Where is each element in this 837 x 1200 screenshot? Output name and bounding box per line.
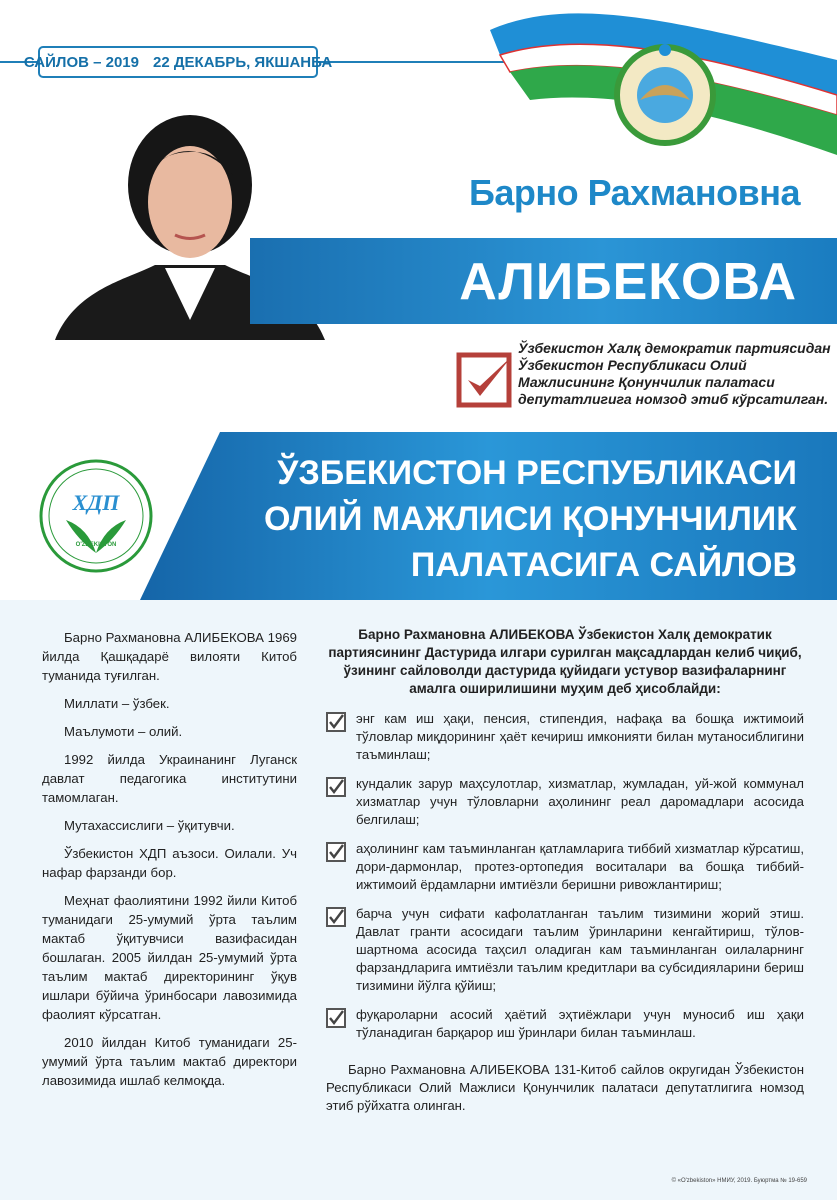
nomination-text: Ўзбекистон Халқ демократик партиясидан Ўзбекистон Республикаси Олий Мажлисининг Қонунчилик палатаси депутатлигига номзод этиб кўрсатилган. (518, 340, 831, 407)
program-item (326, 1006, 804, 1042)
checkbox-checked-icon (326, 777, 346, 797)
program-column (326, 626, 804, 1115)
bio-paragraph: Барно Рахмановна АЛИБЕКОВА 1969 йилда Қашқадарё вилояти Китоб туманида туғилган. (42, 630, 297, 683)
banner-title (264, 450, 797, 588)
party-logo (38, 458, 154, 574)
candidate-first-names: Барно Рахмановна (468, 172, 800, 213)
badge-date: 22 ДЕКАБРЬ, ЯКШАНБА (153, 53, 333, 71)
bio-paragraph: 2010 йилдан Китоб туманидаги 25-умумий ўрта таълим мактаб директори лавозимида ишлаб келмоқда. (42, 1035, 297, 1088)
bio-paragraph: 1992 йилда Украинанинг Луганск давлат педагогика институтини тамомлаган. (42, 752, 297, 805)
svg-text:ХДП: ХДП (72, 490, 120, 515)
bio-paragraph: Маълумоти – олий. (64, 724, 183, 739)
program-item (326, 905, 804, 995)
bio-paragraph: Меҳнат фаолиятини 1992 йили Китоб туманидаги 25-умумий ўрта таълим мактаб ўқитувчиси вазифасидан бошлаган. 2005 йилдан 25-умумий ўрта таълим мактаб директорининг ўқув ишлари бўйича ўринбосари лавозимида фаолият кўрсатган. (42, 893, 297, 1022)
program-item-text: фуқароларни асосий ҳаётий эҳтиёжлари учун муносиб иш ҳақи тўланадиган барқарор иш ўринлари билан таъминлаш. (356, 1007, 804, 1040)
flag-and-emblem (490, 0, 837, 160)
header-rule-right (318, 61, 518, 63)
banner-title-line: ОЛИЙ МАЖЛИСИ ҚОНУНЧИЛИК (264, 500, 797, 538)
badge-election: САЙЛОВ – 2019 (23, 53, 139, 71)
program-item-text: аҳолининг кам таъминланган қатламларига тиббий хизматлар кўрсатиш, дори-дармонлар, протез-ортопедия воситалари ва бошқа тиббий-ижтимоий ёрдамларни имтиёзли беришни ривожлантириш; (356, 841, 804, 892)
bio-paragraph: Ўзбекистон ХДП аъзоси. Оилали. Уч нафар фарзанди бор. (42, 846, 297, 880)
checkbox-checked-icon (326, 842, 346, 862)
election-date-badge (23, 46, 333, 78)
checkbox-checked-icon (326, 907, 346, 927)
checkbox-checked-icon (326, 712, 346, 732)
bio-paragraph: Миллати – ўзбек. (64, 696, 170, 711)
program-item (326, 710, 804, 764)
candidate-surname: АЛИБЕКОВА (459, 253, 797, 311)
bio-paragraph: Мутахассислиги – ўқитувчи. (64, 818, 235, 833)
program-list (326, 710, 804, 1053)
checkbox-checked-icon (326, 1008, 346, 1028)
program-item (326, 775, 804, 829)
banner-title-line: ЎЗБЕКИСТОН РЕСПУБЛИКАСИ (277, 454, 797, 492)
biography (42, 628, 297, 1099)
imprint: © «O'zbekiston» НМИУ, 2019. Буюртма № 19-659 (671, 1178, 807, 1184)
registration-note: Барно Рахмановна АЛИБЕКОВА 131-Китоб сайлов округидан Ўзбекистон Республикаси Олий Мажлиси Қонунчилик палатаси депутатлигига номзод этиб рўйхатга олинган. (326, 1062, 804, 1113)
banner-title-line: ПАЛАТАСИГА САЙЛОВ (410, 546, 797, 584)
program-item-text: барча учун сифати кафолатланган таълим тизимини жорий этиш. Давлат гранти асосидаги таълим ўринларини кенгайтириш, тўлов-шартнома асосида таҳсил оладиган кам таъминланган оилаларнинг фарзандларига имтиёзли таълим кредитлари ва субсидияларини бериш тизимини йўлга қўйиш; (356, 906, 804, 993)
program-item-text: кундалик зарур маҳсулотлар, хизматлар, жумладан, уй-жой коммунал хизматлар учун тўловларни аҳолининг реал даромадлари асосида белгилаш; (356, 776, 804, 827)
svg-text:O'ZBEKISTON: O'ZBEKISTON (75, 542, 117, 548)
check-mark-icon (456, 352, 514, 408)
program-intro: Барно Рахмановна АЛИБЕКОВА Ўзбекистон Халқ демократик партиясининг Дастурида илгари сурилган мақсадлардан келиб чиқиб, ўзининг сайловолди дастурида қуйидаги устувор вазифаларнинг амалга оширилишини муҳим деб ҳисоблайди: (328, 627, 802, 696)
program-item (326, 840, 804, 894)
program-item-text: энг кам иш ҳақи, пенсия, стипендия, нафақа ва бошқа ижтимоий тўловлар миқдорининг ҳаёт кечириш имконияти билан мутаносиблигини таъминлаш; (356, 711, 804, 762)
